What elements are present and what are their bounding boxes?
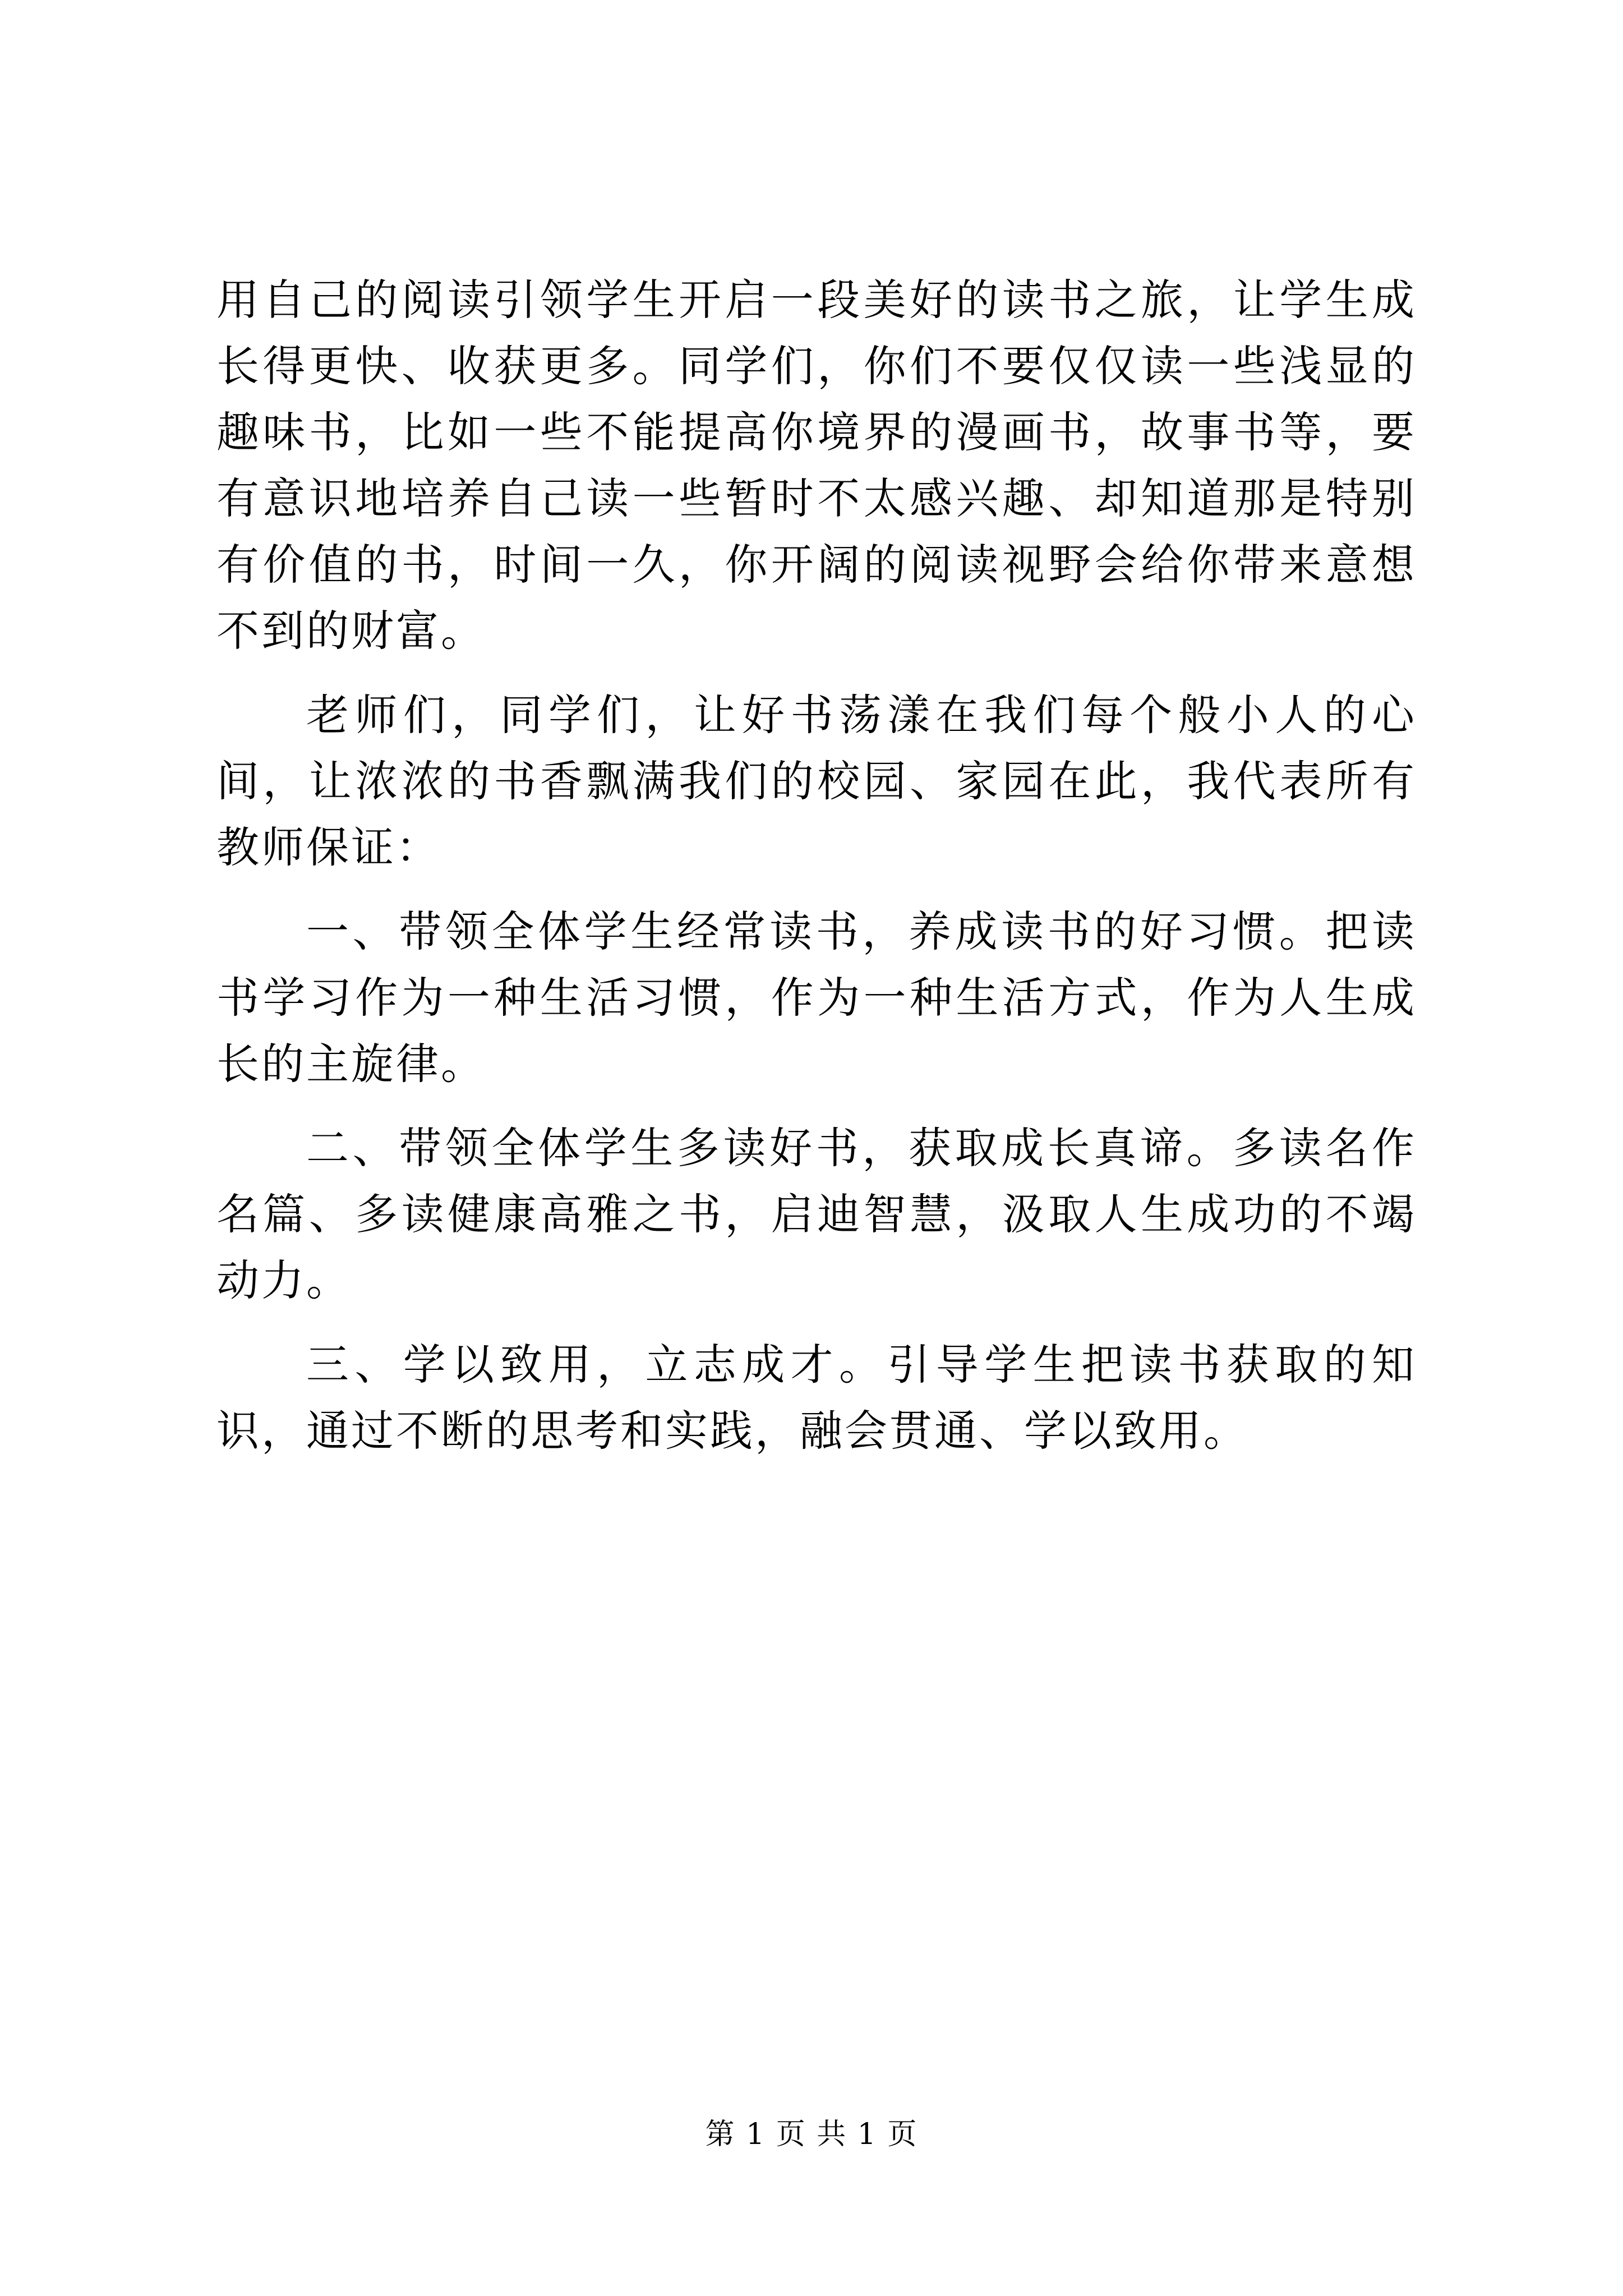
document-body bbox=[216, 267, 1417, 1464]
paragraph-5: 三、学以致用，立志成才。引导学生把读书获取的知识，通过不断的思考和实践，融会贯通、学以致用。 bbox=[216, 1340, 1417, 1456]
page-footer: 第 1 页 共 1 页 bbox=[705, 2118, 918, 2151]
paragraph-3: 一、带领全体学生经常读书，养成读书的好习惯。把读书学习作为一种生活习惯，作为一种生活方式，作为人生成长的主旋律。 bbox=[216, 907, 1417, 1089]
paragraph-2: 老师们，同学们，让好书荡漾在我们每个般小人的心间，让浓浓的书香飘满我们的校园、家园在此，我代表所有教师保证： bbox=[216, 690, 1417, 872]
paragraph-1: 用自己的阅读引领学生开启一段美好的读书之旅，让学生成长得更快、收获更多。同学们，你们不要仅仅读一些浅显的趣味书，比如一些不能提高你境界的漫画书，故事书等，要有意识地培养自己读一些暂时不太感兴趣、却知道那是特别有价值的书，时间一久，你开阔的阅读视野会给你带来意想不到的财富。 bbox=[216, 275, 1417, 656]
paragraph-4: 二、带领全体学生多读好书，获取成长真谛。多读名作名篇、多读健康高雅之书，启迪智慧，汲取人生成功的不竭动力。 bbox=[216, 1123, 1417, 1305]
